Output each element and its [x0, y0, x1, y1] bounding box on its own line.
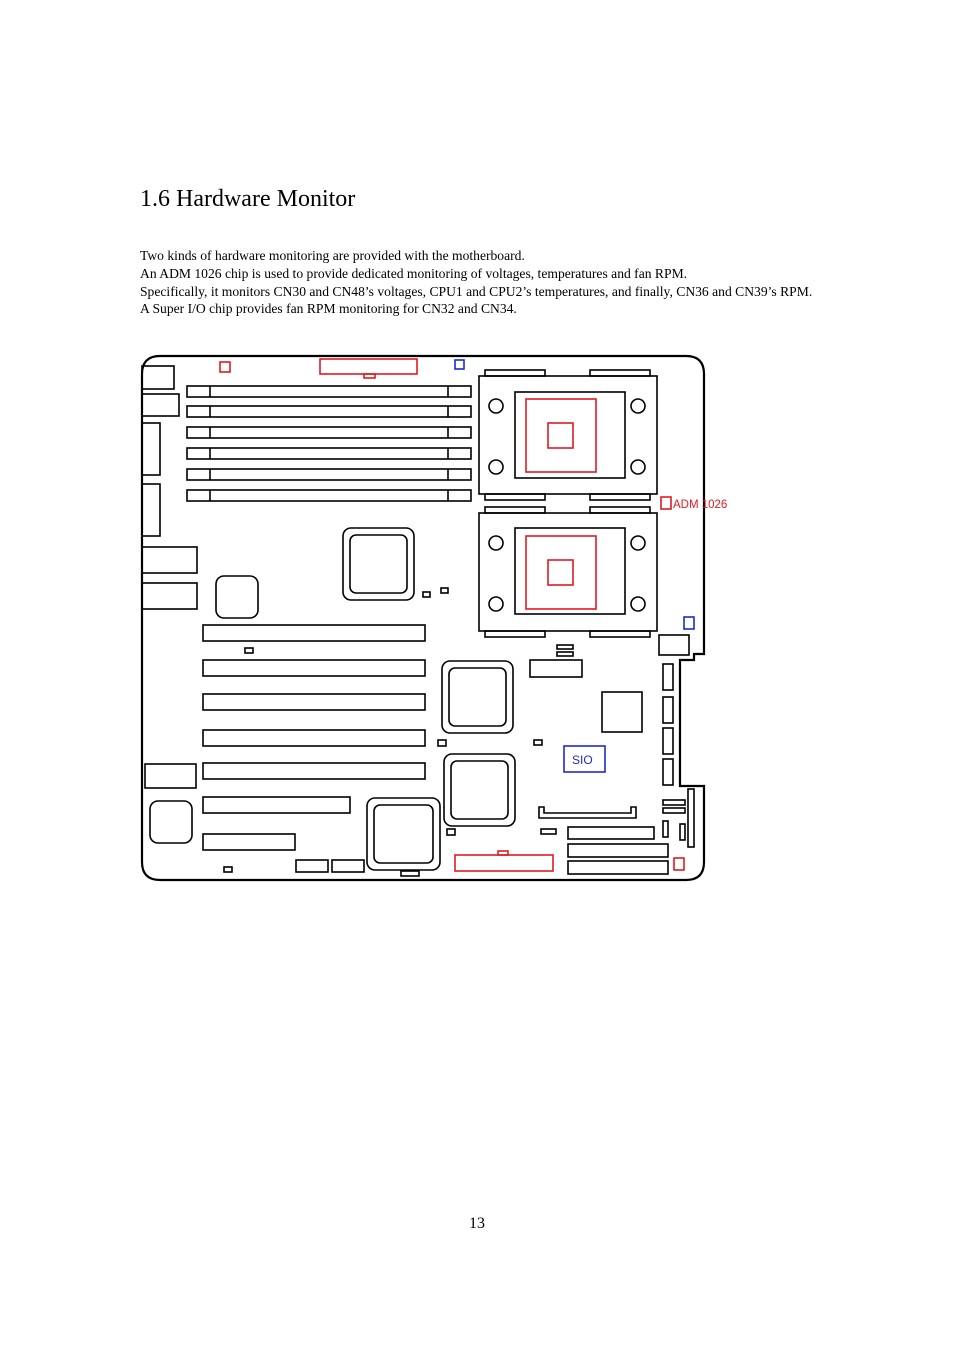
chipset-south [442, 661, 513, 733]
component [224, 867, 232, 872]
chipset-north [343, 528, 414, 600]
adm1026-label: ADM 1026 [673, 499, 728, 511]
connector-right-block [659, 635, 689, 655]
paragraph-intro: Two kinds of hardware monitoring are provided with the motherboard. [140, 248, 525, 263]
cpu2-socket [479, 507, 657, 637]
connector-bracket [539, 807, 636, 818]
component [541, 829, 556, 834]
section-body [140, 247, 820, 318]
component [441, 588, 448, 593]
adm1026-chip [661, 497, 671, 509]
component [447, 829, 455, 835]
cn48-power-connector [455, 855, 553, 871]
component [557, 652, 573, 656]
component [534, 740, 542, 745]
cn39-fan-header [674, 858, 684, 870]
cpu1-socket [479, 370, 657, 500]
sata-ports-right [663, 664, 673, 785]
component [423, 592, 430, 597]
component [557, 645, 573, 649]
paragraph-adm-details: Specifically, it monitors CN30 and CN48’s voltages, CPU1 and CPU2’s temperatures, and finally, CN36 and CN39’s RPM. [140, 283, 813, 299]
chip-bottom-left [367, 798, 440, 870]
component [245, 648, 253, 653]
sio-label: SIO [572, 753, 593, 767]
component [401, 871, 419, 876]
page-number: 13 [469, 1215, 485, 1232]
cn32-fan-header [455, 360, 464, 369]
cn30-connector [320, 359, 417, 378]
chip-square-right [602, 692, 642, 732]
chip-middle-lower [444, 754, 515, 826]
chip-small-left [216, 576, 258, 618]
bottom-right-headers [568, 789, 694, 874]
cn-red-small-top [220, 362, 230, 372]
cn48-latch [498, 851, 508, 855]
motherboard-diagram [138, 352, 728, 884]
connector-horizontal [530, 660, 582, 677]
sata-ports-bottom [296, 860, 364, 872]
paragraph-sio-chip: A Super I/O chip provides fan RPM monitoring for CN32 and CN34. [140, 301, 517, 317]
component [438, 740, 446, 746]
cn34-fan-header [684, 617, 694, 629]
expansion-slots [203, 625, 425, 850]
dimm-slots [187, 386, 471, 501]
paragraph-adm-chip: An ADM 1026 chip is used to provide dedicated monitoring of voltages, temperatures and fan RPM. [140, 265, 688, 281]
section-title: 1.6 Hardware Monitor [140, 186, 356, 212]
